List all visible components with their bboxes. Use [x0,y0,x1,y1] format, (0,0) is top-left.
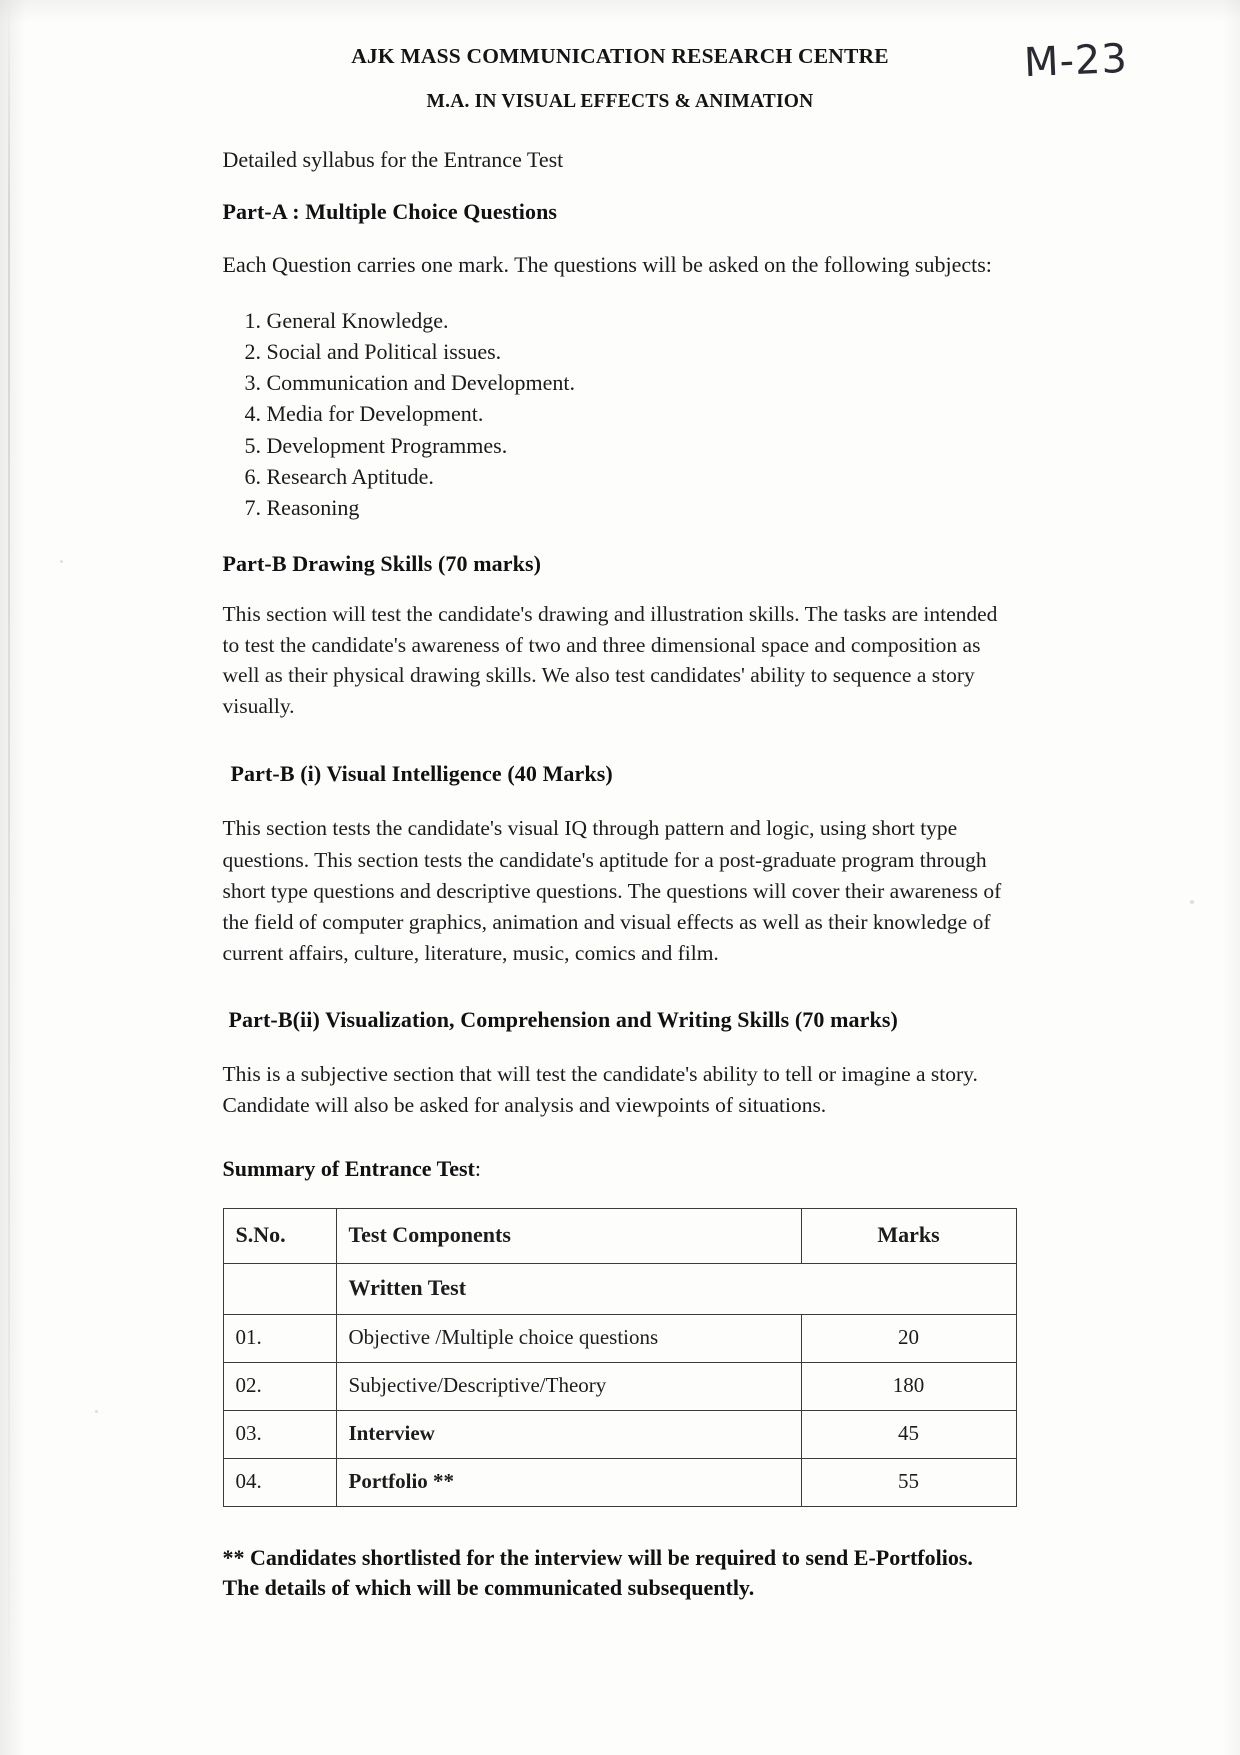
portfolio-footnote [223,1543,1035,1605]
entrance-test-summary-table [223,1208,1017,1507]
list-item: 3. Communication and Development. [244,370,576,396]
summary-title-colon: : [474,1155,482,1181]
list-item: 6. Research Aptitude. [244,463,434,489]
part-b-i-heading: Part-B (i) Visual Intelligence (40 Marks) [230,761,613,787]
table-row [223,1410,1016,1458]
table-row [223,1362,1016,1410]
column-header-sno: S.No. [223,1208,336,1263]
row-sno: 01. [223,1314,336,1362]
part-b-ii-description: This is a subjective section that will test the candidate's ability to tell or imagine a story. Candidate will also be asked for analysis and viewpoints of situations. [222,1062,978,1118]
row-component: Portfolio ** [336,1458,801,1506]
list-item: 5. Development Programmes. [244,432,508,458]
column-header-components: Test Components [336,1208,801,1263]
handwritten-code-annotation: M-23 [1023,35,1129,87]
list-item: 7. Reasoning [244,495,360,521]
list-item: 4. Media for Development. [244,401,484,427]
subjects-list [223,305,1018,524]
row-component: Subjective/Descriptive/Theory [336,1362,801,1410]
list-item: 2. Social and Political issues. [244,338,502,364]
row-sno: 04. [223,1458,336,1506]
part-b-i-description: This section tests the candidate's visual IQ through pattern and logic, using short type questions. This section tests the candidate's aptitude for a post-graduate program through short type questions and descriptive questions. The questions will cover their awareness of the field of computer graphics, animation and visual effects as well as their knowledge of current affairs, culture, literature, music, comics and film. [222,816,1002,966]
footnote-line-1: ** Candidates shortlisted for the interview will be required to send E-Portfolios. [222,1544,973,1570]
section-row-sno-blank [223,1263,336,1314]
document-body [223,143,1018,1604]
row-component: Objective /Multiple choice questions [336,1314,801,1362]
institute-title: AJK MASS COMMUNICATION RESEARCH CENTRE [351,44,889,68]
row-sno: 02. [223,1362,336,1410]
part-a-heading: Part-A : Multiple Choice Questions [222,199,558,225]
table-section-row [223,1263,1016,1314]
syllabus-lead-line: Detailed syllabus for the Entrance Test [222,147,564,172]
table-row [223,1458,1016,1506]
part-b-description: This section will test the candidate's drawing and illustration skills. The tasks are intended to test the candidate's awareness of two and three dimensional space and composition as well as their physical drawing skills. We also test candidates' ability to sequence a story visually. [222,602,998,718]
row-marks: 55 [801,1458,1016,1506]
table-header-row [223,1208,1016,1263]
row-marks: 20 [801,1314,1016,1362]
part-b-heading: Part-B Drawing Skills (70 marks) [222,551,542,577]
summary-title-bold: Summary of Entrance Test [222,1155,475,1181]
footnote-line-2: The details of which will be communicated subsequently. [222,1575,755,1601]
row-sno: 03. [223,1410,336,1458]
row-marks: 45 [801,1410,1016,1458]
list-item: 1. General Knowledge. [244,307,449,333]
part-b-ii-heading: Part-B(ii) Visualization, Comprehension and Writing Skills (70 marks) [228,1007,898,1033]
programme-title: M.A. IN VISUAL EFFECTS & ANIMATION [426,91,814,112]
row-component: Interview [336,1410,801,1458]
part-a-description: Each Question carries one mark. The questions will be asked on the following subjects: [222,252,992,278]
summary-title [223,1156,1018,1182]
column-header-marks: Marks [801,1208,1016,1263]
table-row [223,1314,1016,1362]
row-marks: 180 [801,1362,1016,1410]
section-row-label: Written Test [336,1263,1016,1314]
